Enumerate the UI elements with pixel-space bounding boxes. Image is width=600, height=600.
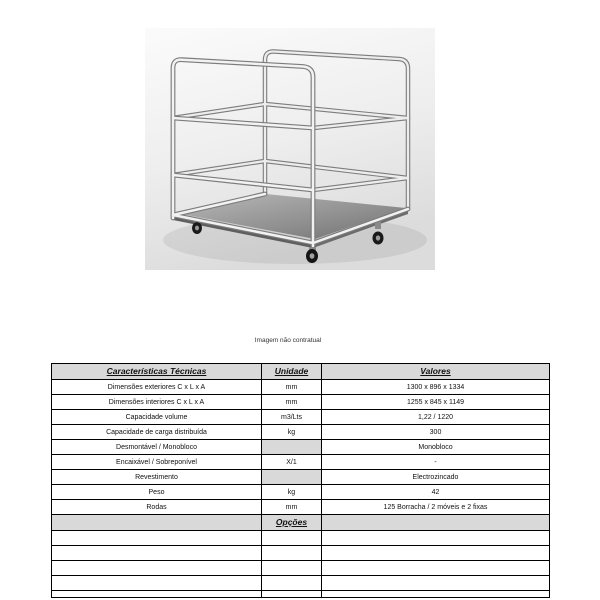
- spec-row: [52, 440, 550, 455]
- spec-unit: mm: [262, 395, 322, 410]
- option-cell: [52, 591, 262, 598]
- option-unit-cell: [262, 546, 322, 561]
- wheel-hub: [310, 253, 315, 259]
- option-value-cell: [322, 531, 550, 546]
- spec-value: 125 Borracha / 2 móveis e 2 fixas: [322, 500, 550, 515]
- header-unit: Unidade: [262, 364, 322, 380]
- spec-row: [52, 485, 550, 500]
- wheel-hub: [376, 235, 380, 240]
- spec-unit: [262, 470, 322, 485]
- spec-label: Capacidade de carga distribuída: [52, 425, 262, 440]
- spec-label: Dimensões exteriores C x L x A: [52, 380, 262, 395]
- option-unit-cell: [262, 531, 322, 546]
- spec-value: 300: [322, 425, 550, 440]
- spec-value: -: [322, 455, 550, 470]
- option-row: [52, 591, 550, 598]
- roll-cart-illustration: [145, 28, 435, 270]
- option-value-cell: [322, 546, 550, 561]
- spec-row: [52, 455, 550, 470]
- spec-row: [52, 380, 550, 395]
- wheel-hub: [195, 226, 199, 231]
- image-caption: Imagem não contratual: [254, 337, 322, 344]
- spec-value: Monobloco: [322, 440, 550, 455]
- spec-row: [52, 395, 550, 410]
- spec-label: Dimensões interiores C x L x A: [52, 395, 262, 410]
- spec-value: 1300 x 896 x 1334: [322, 380, 550, 395]
- option-cell: [52, 561, 262, 576]
- specs-table: [51, 363, 550, 598]
- option-value-cell: [322, 561, 550, 576]
- option-value-cell: [322, 591, 550, 598]
- specs-header-row: [52, 364, 550, 380]
- option-unit-cell: [262, 576, 322, 591]
- option-row: [52, 561, 550, 576]
- header-characteristics: Características Técnicas: [52, 364, 262, 380]
- spec-value: 42: [322, 485, 550, 500]
- spec-label: Capacidade volume: [52, 410, 262, 425]
- option-cell: [52, 531, 262, 546]
- spec-unit: mm: [262, 380, 322, 395]
- specs-table-container: [51, 363, 550, 599]
- option-unit-cell: [262, 561, 322, 576]
- spec-unit: kg: [262, 425, 322, 440]
- spec-unit: [262, 440, 322, 455]
- options-header: Opções: [262, 515, 322, 531]
- option-row: [52, 546, 550, 561]
- option-unit-cell: [262, 591, 322, 598]
- spec-label: Encaixável / Sobreponível: [52, 455, 262, 470]
- spec-unit: X/1: [262, 455, 322, 470]
- option-row: [52, 531, 550, 546]
- spec-value: 1255 x 845 x 1149: [322, 395, 550, 410]
- spec-label: Rodas: [52, 500, 262, 515]
- option-row: [52, 576, 550, 591]
- spec-value: 1,22 / 1220: [322, 410, 550, 425]
- options-header-row: [52, 515, 550, 531]
- option-cell: [52, 546, 262, 561]
- spec-unit: kg: [262, 485, 322, 500]
- options-header-right: [322, 515, 550, 531]
- spec-label: Revestimento: [52, 470, 262, 485]
- product-image: [145, 28, 435, 270]
- header-values: Valores: [322, 364, 550, 380]
- spec-unit: mm: [262, 500, 322, 515]
- options-header-left: [52, 515, 262, 531]
- spec-label: Peso: [52, 485, 262, 500]
- spec-row: [52, 500, 550, 515]
- spec-row: [52, 410, 550, 425]
- option-cell: [52, 576, 262, 591]
- spec-label: Desmontável / Monobloco: [52, 440, 262, 455]
- spec-value: Electrozincado: [322, 470, 550, 485]
- option-value-cell: [322, 576, 550, 591]
- spec-row: [52, 425, 550, 440]
- spec-unit: m3/Lts: [262, 410, 322, 425]
- spec-row: [52, 470, 550, 485]
